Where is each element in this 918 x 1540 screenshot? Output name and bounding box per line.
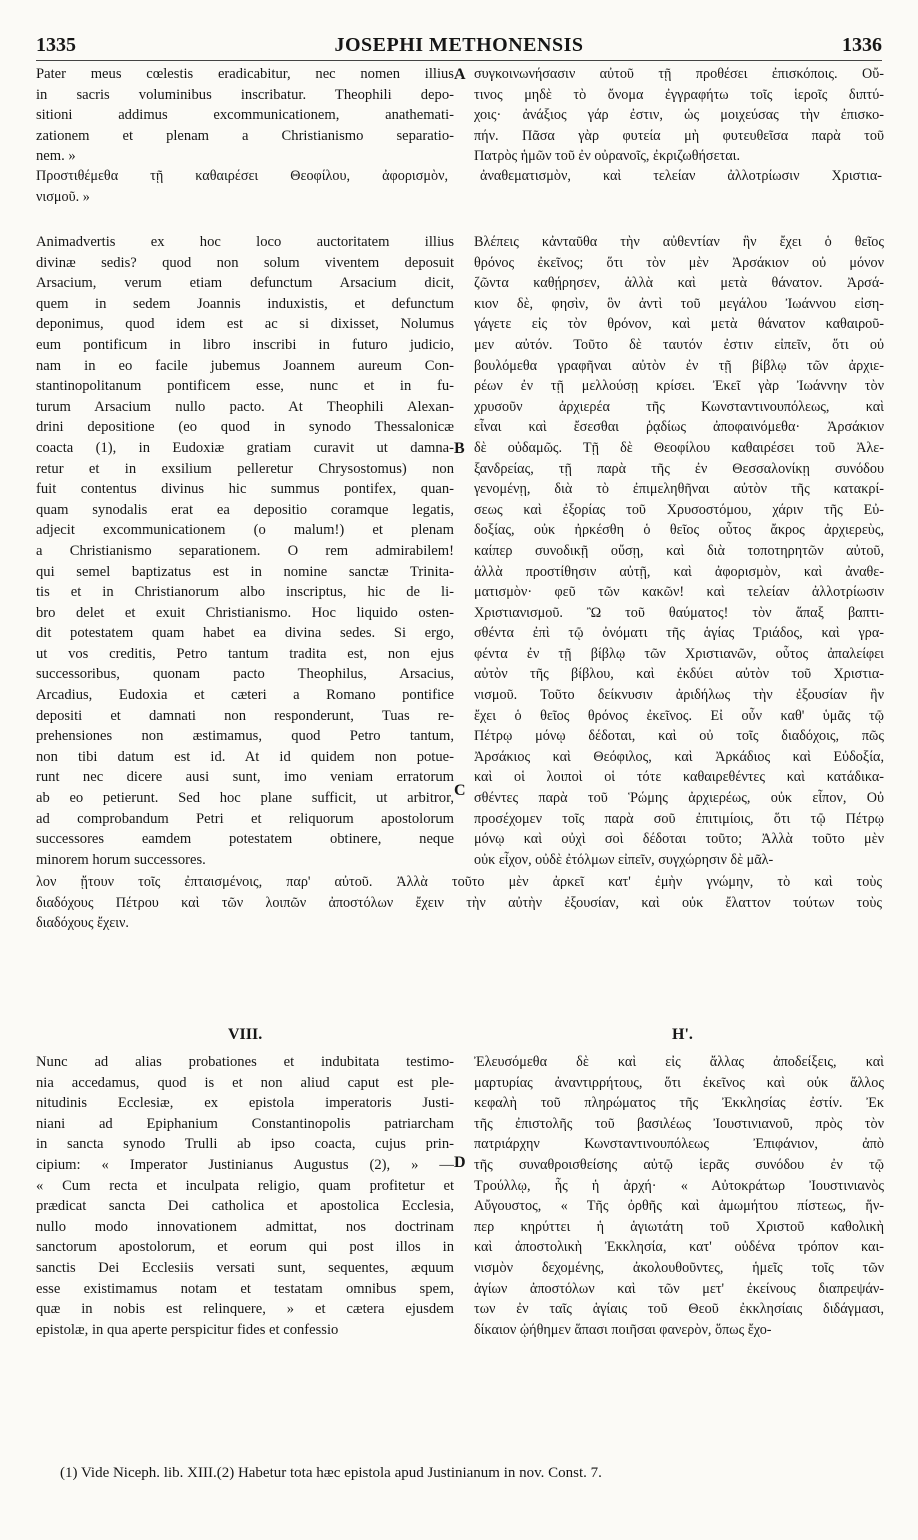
- mid-latin-line: qui semel baptizatus est in nomine sanctæ Trinita-: [36, 563, 454, 580]
- footnotes: [60, 1464, 860, 1483]
- low-latin-line: in sancta synodo Trulli ab ipso coacta, cujus prin-: [36, 1136, 454, 1153]
- low-latin-line: nitudinis Ecclesiæ, ex epistola imperatoris Justi-: [36, 1095, 454, 1112]
- low-greek-line: πατριάρχην Κωνσταντινουπόλεως Ἐπιφάνιον, ἀπὸ: [474, 1136, 884, 1153]
- low-greek-line: τῆς ἐπιστολῆς τοῦ βασιλέως Ἰουστινιανοῦ, πρὸς τὸν: [474, 1115, 884, 1132]
- mid-latin-line: quem in sedem Joannis induxistis, et defunctum: [36, 295, 454, 312]
- mid-greek-line: Βλέπεις κἀνταῦθα τὴν αὐθεντίαν ἣν ἔχει ὁ θεῖος: [474, 234, 884, 250]
- top-latin-line: nem. »: [36, 148, 76, 165]
- low-latin-line: cipium: « Imperator Justinianus Augustus (2), » —: [36, 1156, 454, 1173]
- mid-greek-line: ξανδρείας, τῇ παρὰ τῆς ἐν Θεσσαλονίκῃ συνόδου: [474, 460, 884, 477]
- mid-latin-line: dit potestatem quam habet ea divina sedes. Si ergo,: [36, 625, 454, 642]
- top-full-line: Προστιθέμεθα τῇ καθαιρέσει Θεοφίλου, ἀφορισμὸν, ἀναθεματισμὸν, καὶ τελείαν ἀλλοτρίωσιν Χριστια-: [36, 168, 882, 184]
- low-latin-line: sanctorum apostolorum, et eorum qui post illos in: [36, 1239, 454, 1256]
- low-greek-line: Ἐλευσόμεθα δὲ καὶ εἰς ἄλλας ἀποδείξεις, καὶ: [474, 1054, 884, 1070]
- running-title: JOSEPHI METHONENSIS: [334, 34, 584, 56]
- top-greek-line: τινος μηδὲ τὸ ὄνομα ἐγγραφήτω τοῖς ἱεροῖς διπτύ-: [474, 86, 884, 103]
- low-latin-line: niani ad Epiphanium Constantinopolis patriarcham: [36, 1115, 454, 1132]
- mid-latin-line: successoribus, quonam pacto Theophilus, Arsacius,: [36, 666, 454, 683]
- top-latin-line: in sacris voluminibus inscribatur. Theophili depo-: [36, 86, 454, 103]
- top-full-width-text: [36, 166, 882, 207]
- margin-letter-b: B: [454, 440, 465, 457]
- mid-latin-line: fuit contentus divinus hic summus pontifex, quan-: [36, 481, 454, 498]
- low-greek-line: καὶ ἀποστολικὴ Ἐκκλησία, κατ' οὐδένα τρόπον και-: [474, 1239, 884, 1256]
- mid-latin-line: coacta (1), in Eudoxiæ gratiam curavit ut damna-: [36, 439, 454, 456]
- mid-full-line: διαδόχους Πέτρου καὶ τῶν λοιπῶν ἀποστόλων ἔχειν τὴν αὐτὴν ἐξουσίαν, καὶ οὐκ ἔλαττον τούτων τοὺς: [36, 894, 882, 911]
- running-header: [36, 34, 882, 60]
- mid-greek-line: μεν αὐτόν. Τοῦτο δὲ ταυτόν ἐστιν εἰπεῖν, ὅτι οὐ: [474, 336, 884, 353]
- top-greek-line: πήν. Πᾶσα γὰρ φυτεία μὴ φυτευθεῖσα παρὰ τοῦ: [474, 127, 884, 144]
- mid-greek-line: καὶ οἱ λοιποὶ οἱ τότε καθαιρεθέντες καὶ κατάδικα-: [474, 769, 884, 786]
- low-latin-line: nullo modo innovationem admittat, nos doctrinam: [36, 1218, 454, 1235]
- mid-greek-line: αὐτὸν τῆς βίβλου, καὶ ἐκδύει αὐτὸν τοῦ Χριστια-: [474, 666, 884, 683]
- mid-greek-line: Ἀρσάκιος καὶ Θεόφιλος, καὶ Ἀρκάδιος καὶ Εὐδοξία,: [474, 748, 884, 765]
- top-greek-line: Πατρὸς ἡμῶν τοῦ ἐν οὐρανοῖς, ἐκριζωθήσεται.: [474, 148, 741, 165]
- low-greek-line: νισμὸν δεχομένης, ἀκολουθοῦντες, ἡμεῖς τοῖς τῶν: [474, 1259, 884, 1276]
- page-number-right: 1336: [842, 34, 882, 56]
- low-greek-line: μαρτυρίας ἀναντιρρήτους, ὅτι ἐκεῖνος καὶ οὐκ ἄλλος: [474, 1074, 884, 1091]
- mid-latin-line: stantinopolitanum pontificem esse, nunc et in fu-: [36, 378, 454, 395]
- middle-greek-column: [474, 232, 884, 870]
- mid-greek-line: γάγετε εἰς τὸν θρόνον, καὶ μετὰ θάνατον καθαιροῦ-: [474, 316, 884, 333]
- low-greek-line: περ κηρύττει ἡ ἁγιωτάτη τοῦ Χριστοῦ καθολικὴ: [474, 1218, 884, 1235]
- mid-greek-line: δὲ οὐδαμῶς. Τῇ δὲ Θεοφίλου καθαιρέσει τοῦ Ἀλε-: [474, 439, 884, 456]
- mid-latin-line: runt nec dicere ausi sunt, imo veniam erratorum: [36, 769, 454, 786]
- lower-latin-column: [36, 1052, 454, 1340]
- mid-latin-line: ab eo petierunt. Sed hoc plane sufficit, ut arbitror,: [36, 790, 454, 807]
- mid-greek-line: καίπερ συνοδικῇ οὔσῃ, καὶ διὰ τοποτηρητῶν αὐτοῦ,: [474, 542, 884, 559]
- mid-latin-line: successores eamdem potestatem obtinere, neque: [36, 831, 454, 848]
- mid-latin-line: minorem horum successores.: [36, 851, 206, 868]
- low-greek-line: ἁγίων ἀποστόλων καὶ τῶν μετ' ἐκείνους διαπρεψάν-: [474, 1280, 884, 1297]
- top-latin-line: sitioni addimus excommunicationem, anathemati-: [36, 107, 454, 124]
- mid-latin-line: ut vos creditis, Petro tantum tradita est, non ejus: [36, 645, 454, 662]
- mid-greek-line: γενομένῃ, διὰ τὸ ἐπιμεληθῆναι αὐτὸν τῆς κατακρί-: [474, 481, 884, 498]
- mid-greek-line: χρυσοῦν ἀρχιερέα τῆς Κωνσταντινουπόλεως, καὶ: [474, 398, 884, 415]
- mid-greek-line: κιον δὲ, φησὶν, ὃν ἀντὶ τοῦ μεγάλου Ἰωάννου εἰση-: [474, 295, 884, 312]
- mid-greek-line: οὐκ εἶχον, οὐδὲ ἐτόλμων εἰπεῖν, συγχώρησιν δὲ μᾶλ-: [474, 851, 774, 868]
- top-latin-line: zationem et plenam a Christianismo separatio-: [36, 127, 454, 144]
- mid-greek-line: σεως καὶ ἐξορίας τοῦ Χρυσοστόμου, χάριν τῆς Εὐ-: [474, 501, 884, 518]
- mid-latin-line: Arsacium, verum etiam defunctum Arsacium dicit,: [36, 275, 454, 292]
- mid-greek-line: μόνῳ καὶ οὐχὶ σοὶ δέδοται τοῦτο; Ἀλλὰ τοῦτο μὲν: [474, 831, 884, 848]
- mid-greek-line: δοξίας, οὐκ ἠρκέσθη ὁ θεῖος οὗτος ἄκρος ἀρχιερεὺς,: [474, 522, 884, 539]
- mid-latin-line: tis et in Christianorum albo inscriptus, hic de li-: [36, 584, 454, 601]
- low-latin-line: sanctis Dei Ecclesiis versati sunt, sequentes, æquum: [36, 1259, 454, 1276]
- low-greek-line: Αὔγουστος, « Τῆς ὀρθῆς καὶ ἀμωμήτου πίστεως, ἥν-: [474, 1198, 884, 1215]
- mid-greek-line: ρέων ἐν τῇ μελλούσῃ κρίσει. Ἐκεῖ γὰρ Ἰωάννην τὸν: [474, 378, 884, 395]
- low-latin-line: Nunc ad alias probationes et indubitata testimo-: [36, 1054, 454, 1070]
- mid-greek-line: προσέχομεν τοῖς παρὰ σοῦ ἐπιτιμίοις, ὅτι τῷ Πέτρῳ: [474, 810, 884, 827]
- mid-latin-line: turum Arsacium nullo pacto. At Theophili Alexan-: [36, 398, 454, 415]
- low-greek-line: δίκαιον ᾠήθημεν ἅπασι ποιῆσαι φανερὸν, ὅπως ἔχο-: [474, 1321, 772, 1338]
- mid-full-line: διαδόχους ἔχειν.: [36, 915, 129, 932]
- low-latin-line: quæ in nobis est relinquere, » et cætera ejusdem: [36, 1301, 454, 1318]
- mid-greek-line: βουλόμεθα γραφῆναι αὐτὸν ἐν τῇ βίβλῳ τῶν ἀρχιε-: [474, 357, 884, 374]
- footnotes-line: (2) Habetur tota hæc epistola apud Justinianum in nov. Const. 7.: [216, 1465, 602, 1481]
- top-full-line: νισμοῦ. »: [36, 188, 90, 205]
- middle-latin-column: [36, 232, 454, 870]
- mid-full-line: λον ᾔτουν τοῖς ἐπταισμένοις, παρ' αὐτοῦ. Ἀλλὰ τοῦτο μὲν ἀρκεῖ κατ' ἐμὴν γνώμην, τὸ καὶ τοὺς: [36, 874, 882, 890]
- low-latin-line: nia accedamus, quod is et non aliud caput est ple-: [36, 1074, 454, 1091]
- mid-latin-line: ad comprobandum Petri et reliquorum apostolorum: [36, 810, 454, 827]
- mid-greek-line: Χριστιανισμοῦ. Ὢ τοῦ θαύματος! τὸν ἅπαξ βαπτι-: [474, 604, 884, 621]
- top-latin-column: [36, 64, 454, 167]
- mid-latin-line: depositi et damnati non responderunt, Tuas re-: [36, 707, 454, 724]
- low-greek-line: των ἐν ταῖς ἁγίαις τοῦ Θεοῦ ἐκκλησίαις διδάγμασι,: [474, 1301, 884, 1318]
- low-latin-line: prædicat sancta Dei catholica et apostolica Ecclesia,: [36, 1198, 454, 1215]
- mid-latin-line: adjecit excommunicationem (o malum!) et plenam: [36, 522, 454, 539]
- mid-latin-line: divinæ sedis? quod non solum viventem deposuit: [36, 254, 454, 271]
- page-number-left: 1335: [36, 34, 76, 56]
- margin-letter-a: A: [454, 66, 466, 83]
- mid-latin-line: a Christianismo separationem. O rem admirabilem!: [36, 542, 454, 559]
- mid-greek-line: ἀλλὰ προστίθησιν αὐτῇ, καὶ ἀφορισμὸν, καὶ ἀναθε-: [474, 563, 884, 580]
- mid-greek-line: θρόνος ἐκεῖνος; ὅτι τὸν μὲν Ἀρσάκιον οὐ μόνον: [474, 254, 884, 271]
- mid-latin-line: deponimus, quod idem est ac si dixisset, Nolumus: [36, 316, 454, 333]
- lower-greek-column: [474, 1052, 884, 1340]
- mid-greek-line: ἔχει ὁ θεῖος θρόνος ἐκεῖνος. Εἰ οὖν καθ' ὑμᾶς τῷ: [474, 707, 884, 724]
- mid-greek-line: νισμοῦ. Τοῦτο δείκνυσιν ἀριδήλως τὴν ἐξουσίαν ἣν: [474, 687, 884, 704]
- mid-latin-line: retur et in exsilium pelleretur Chrysostomus) non: [36, 460, 454, 477]
- mid-latin-line: quam synodalis erat ea depositio coramque legatis,: [36, 501, 454, 518]
- mid-greek-line: σθέντες παρὰ τοῦ Ῥώμης ἀρχιερέως, οὐκ εἶπον, Οὐ: [474, 790, 884, 807]
- footnotes-line: (1) Vide Niceph. lib. XIII.: [60, 1465, 217, 1481]
- mid-greek-line: ματισμὸν· φεῦ τῶν κακῶν! καὶ τελείαν ἀλλοτρίωσιν: [474, 584, 884, 601]
- mid-latin-line: drini depositione (eo quod in synodo Thessalonicæ: [36, 419, 454, 436]
- top-greek-line: συγκοινωνήσασιν αὐτοῦ τῇ προθέσει ἐπισκόποις. Οὔ-: [474, 66, 884, 82]
- section-heading-latin: VIII.: [228, 1026, 263, 1043]
- mid-latin-line: prehensiones non æstimamus, quod Petro tantum,: [36, 728, 454, 745]
- section-heading-greek: Η'.: [672, 1026, 693, 1043]
- mid-latin-line: non tibi datum est id. At id quidem non potue-: [36, 748, 454, 765]
- mid-latin-line: bro delet et exuit Christianismo. Hoc liquido osten-: [36, 604, 454, 621]
- low-latin-line: esse existimamus notam et testatam omnibus spem,: [36, 1280, 454, 1297]
- mid-greek-line: φέντα ἐν τῇ βίβλῳ τῶν Χριστιανῶν, οὗτος ἀπαλείφει: [474, 645, 884, 662]
- top-latin-line: Pater meus cœlestis eradicabitur, nec nomen illius: [36, 66, 454, 82]
- low-greek-line: Τρούλλῳ, ἧς ἡ ἀρχή· « Αὐτοκράτωρ Ἰουστινιανὸς: [474, 1177, 884, 1194]
- top-greek-line: χοις· ἀνάξιος γάρ ἐστιν, ὡς μοιχεύσας τὴν ἐπισκο-: [474, 107, 884, 124]
- margin-letter-c: C: [454, 782, 466, 799]
- mid-greek-line: Πέτρῳ μόνῳ δέδοται, καὶ οὐ τοῖς διαδόχοις, πῶς: [474, 728, 884, 745]
- mid-latin-line: Animadvertis ex hoc loco auctoritatem illius: [36, 234, 454, 250]
- low-latin-line: « Cum recta et inculpata religio, quam profitetur et: [36, 1177, 454, 1194]
- mid-greek-line: σθέντα ἐπὶ τῷ ὀνόματι τῆς ἁγίας Τριάδος, καὶ γρα-: [474, 625, 884, 642]
- middle-full-width-text: [36, 872, 882, 934]
- top-greek-column: [474, 64, 884, 167]
- mid-latin-line: eum pontificum in libro inscribi in futuro judicio,: [36, 336, 454, 353]
- mid-latin-line: Arcadius, Eudoxia et cæteri a Romano pontifice: [36, 687, 454, 704]
- low-latin-line: epistolæ, in qua aperte perspicitur fides et confessio: [36, 1321, 339, 1338]
- low-greek-line: τῆς συναθροισθείσης αὐτῷ ἱερᾶς συνόδου ἐν τῷ: [474, 1156, 884, 1173]
- low-greek-line: κεφαλὴ τοῦ πληρώματος τῆς Ἐκκλησίας ἐστίν. Ἐκ: [474, 1095, 884, 1112]
- header-rule: [36, 60, 882, 61]
- margin-letter-d: D: [454, 1154, 466, 1171]
- mid-greek-line: ζῶντα καθῄρησεν, ἀλλὰ καὶ μετὰ θάνατον. Ἀρσά-: [474, 275, 884, 292]
- mid-greek-line: εἶναι καὶ ἔσεσθαι ῥᾳδίως ἀποφαινόμεθα· Ἀρσάκιον: [474, 419, 884, 436]
- mid-latin-line: nam in eo facile jubemus Joannem aureum Con-: [36, 357, 454, 374]
